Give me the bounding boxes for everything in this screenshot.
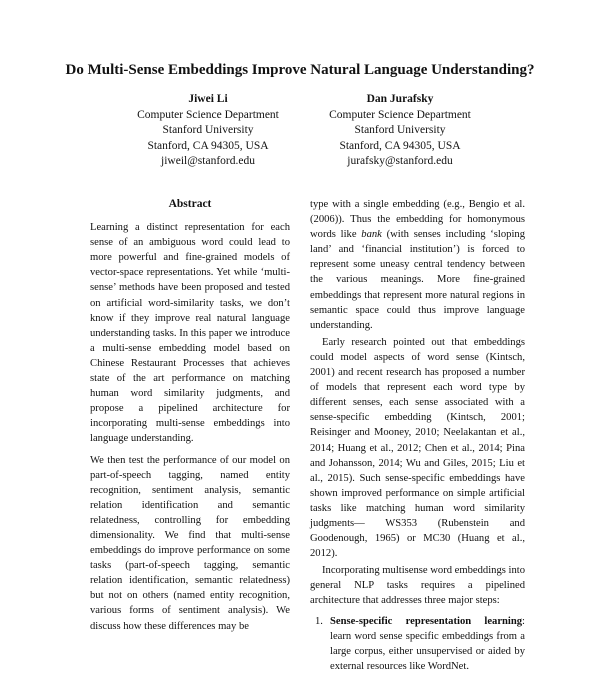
author-email: jiweil@stanford.edu [161, 155, 255, 167]
author-university: Stanford University [162, 124, 254, 136]
abstract-paragraph-2: We then test the performance of our model on part-of-speech tagging, named entity recognition, sentiment analysis, semantic relation identification and semantic relatedness, controlling for embedding dimensionality. We find that multi-sense embeddings do improve performance on some tasks (part-of-speech tagging, semantic relation identification, semantic relatedness) but not on others (named entity recognition, various forms of sentiment analysis). We discuss how these differences may be [90, 454, 290, 632]
paper-title: Do Multi-Sense Embeddings Improve Natural Language Understanding? [65, 62, 535, 78]
list-item-number: 1. [315, 615, 323, 627]
list-item-term: Sense-specific representation learning [330, 615, 523, 627]
steps-list [310, 614, 525, 674]
body-italic-term: bank [361, 229, 382, 241]
list-item-text: : learn word sense specific embeddings from a large corpus, either unsupervised or aided by external resources like WordNet. [330, 615, 525, 672]
body-paragraph-2: Early research pointed out that embeddings could model aspects of word sense (Kintsch, 2001) and recent research has proposed a number of models that represent each word type by different senses, each sense associated with a sense-specific embedding (Kintsch, 2001; Reisinger and Mooney, 2010; Neelakantan et al., 2014; Huang et al., 2012; Chen et al., 2014; Pina and Johansson, 2014; Wu and Giles, 2015; Liu et al., 2015). Such sense-specific embeddings have shown improved performance on simple artificial tasks like matching human word similarity judgments— WS353 (Rubenstein and Goodenough, 1965) or MC30 (Huang et al., 2012). [310, 336, 525, 560]
author-email: jurafsky@stanford.edu [347, 155, 453, 167]
author-university: Stanford University [354, 124, 446, 136]
author-department: Computer Science Department [329, 108, 471, 121]
author-address: Stanford, CA 94305, USA [339, 139, 461, 152]
abstract-heading: Abstract [168, 198, 212, 210]
list-item [310, 614, 525, 674]
body-paragraph-1 [310, 197, 525, 333]
author-name: Dan Jurafsky [366, 93, 434, 105]
author-block-2 [305, 92, 495, 170]
body-text: (with senses including ‘sloping land’ and ‘financial institution’) is forced to represent some uneasy central tendency between the various meanings. More fine-grained embeddings that represent more natural regions in semantic space could thus improve language understanding. [310, 229, 525, 331]
right-column [310, 197, 525, 674]
author-department: Computer Science Department [137, 108, 279, 121]
author-address: Stanford, CA 94305, USA [147, 139, 269, 152]
body-text: type with a single embedding (e.g., Bengio et al. (2006)). Thus the embedding for homonymous words like [310, 199, 525, 241]
left-column [90, 197, 290, 640]
author-block-1 [113, 92, 303, 170]
body-paragraph-3: Incorporating multisense word embeddings into general NLP tasks requires a pipelined architecture that addresses three major steps: [310, 565, 526, 607]
author-name: Jiwei Li [188, 93, 228, 105]
abstract-paragraph-1: Learning a distinct representation for each sense of an ambiguous word could lead to more powerful and fine-grained models of vector-space representations. Yet while ‘multi-sense’ methods have been proposed and tested on artificial word-similarity tasks, we don’t know if they improve real natural language understanding tasks. In this paper we introduce a multi-sense embedding model based on Chinese Restaurant Processes that achieves state of the art performance on matching human word similarity judgments, and propose a pipelined architecture for incorporating multi-sense embeddings into language understanding. [90, 222, 290, 445]
